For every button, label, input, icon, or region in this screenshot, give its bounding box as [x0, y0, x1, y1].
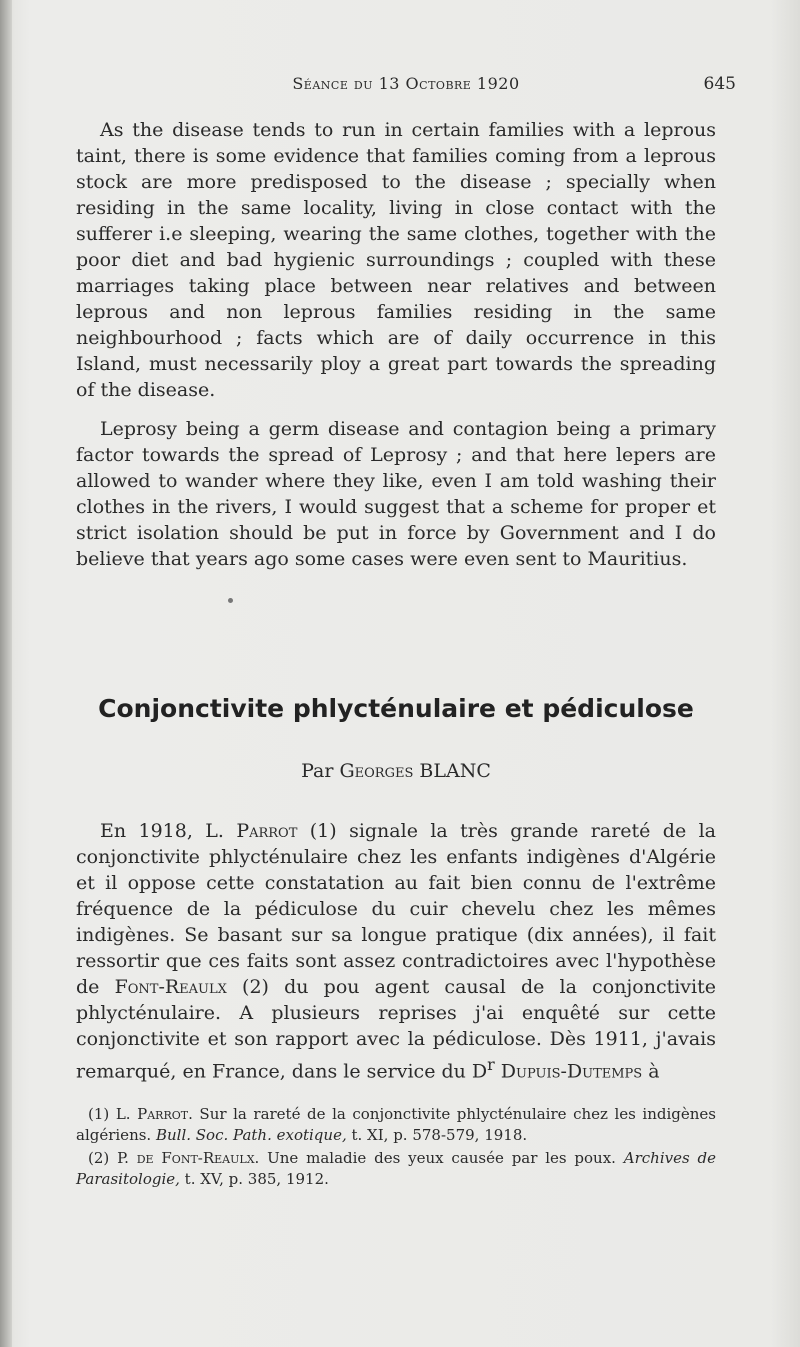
footnote-2	[76, 1148, 716, 1190]
footnote-journal: Archives de Parasitologie,	[76, 1149, 716, 1188]
paragraph-text: As the disease tends to run in certain families with a leprous taint, there is some evidence that families coming from a leprous stock are more predisposed to the disease ; specially when residing in the same locality, living in close contact with the sufferer i.e sleeping, wearing the same clothes, together with the poor diet and bad hygienic surroundings ; coupled with these marriages taking place between near relatives and between leprous and non leprous families residing in the same neighbourhood ; facts which are of daily occurrence in this Island, must necessarily ploy a great part towards the spreading of the disease.	[76, 119, 716, 401]
page-spine-shadow	[0, 0, 12, 1347]
footnote-tail: t. XV, p. 385, 1912.	[179, 1170, 329, 1188]
paragraph-leprosy-families	[76, 117, 716, 403]
paragraph-text: Leprosy being a germ disease and contagion being a primary factor towards the spread of Leprosy ; and that here lepers are allowed to wander where they like, even I am told washing their clothes in the rivers, I would suggest that a scheme for proper et strict isolation should be put in force by Government and I do believe that years ago some cases were even sent to Mauritius.	[76, 418, 716, 570]
running-header	[76, 74, 736, 102]
doctor-abbrev-superscript: r	[487, 1055, 495, 1074]
cited-author-parrot: Parrot	[236, 820, 298, 842]
body-text-3: (2) du pou agent causal de la conjonctivite phlycténulaire. A plusieurs reprises j'ai enquêté sur cette conjonctivite et son rapport avec la pédiculose. Dès 1911, j'avais remarqué, en France, dans le service du D	[76, 976, 716, 1083]
article-byline	[76, 760, 716, 782]
footnote-marker: (2)	[88, 1149, 110, 1167]
footnote-marker: (1)	[88, 1105, 110, 1123]
footnote-text: Une maladie des yeux causée par les poux.	[259, 1149, 624, 1167]
article-title: Conjonctivite phlycténulaire et pédiculose	[98, 694, 694, 723]
running-title: Séance du 13 Octobre 1920	[292, 74, 520, 93]
byline-prefix: Par	[301, 760, 334, 782]
cited-author-dupuis-dutemps: Dupuis-Dutemps	[494, 1060, 643, 1083]
cited-author-font-reaulx: Font-Reaulx	[114, 976, 227, 998]
page-number: 645	[703, 74, 736, 94]
article-body-paragraph	[76, 818, 716, 1084]
footnotes	[76, 1104, 716, 1192]
footnote-tail: t. XI, p. 578-579, 1918.	[346, 1126, 528, 1144]
footnote-text: Sur la rareté de la conjonctivite phlycténulaire chez les indigènes algériens.	[76, 1105, 716, 1144]
byline-author: Georges BLANC	[339, 760, 491, 782]
footnote-1	[76, 1104, 716, 1146]
stray-ink-dot	[228, 598, 233, 603]
body-text-4: à	[642, 1060, 660, 1083]
footnote-journal: Bull. Soc. Path. exotique,	[155, 1126, 347, 1144]
paragraph-leprosy-isolation	[76, 416, 716, 572]
body-text-2: (1) signale la très grande rareté de la conjonctivite phlycténulaire chez les enfants indigènes d'Algérie et il oppose cette constatation au fait bien connu de l'extrême fréquence de la pédiculose du cuir chevelu chez les mêmes indigènes. Se basant sur sa longue pratique (dix années), il fait ressortir que ces faits sont assez contradictoires avec l'hypothèse de	[76, 820, 716, 998]
footnote-author: L. Parrot.	[115, 1105, 193, 1123]
footnote-author: P. de Font-Reaulx.	[117, 1149, 260, 1167]
body-text-1: En 1918, L.	[100, 820, 237, 842]
